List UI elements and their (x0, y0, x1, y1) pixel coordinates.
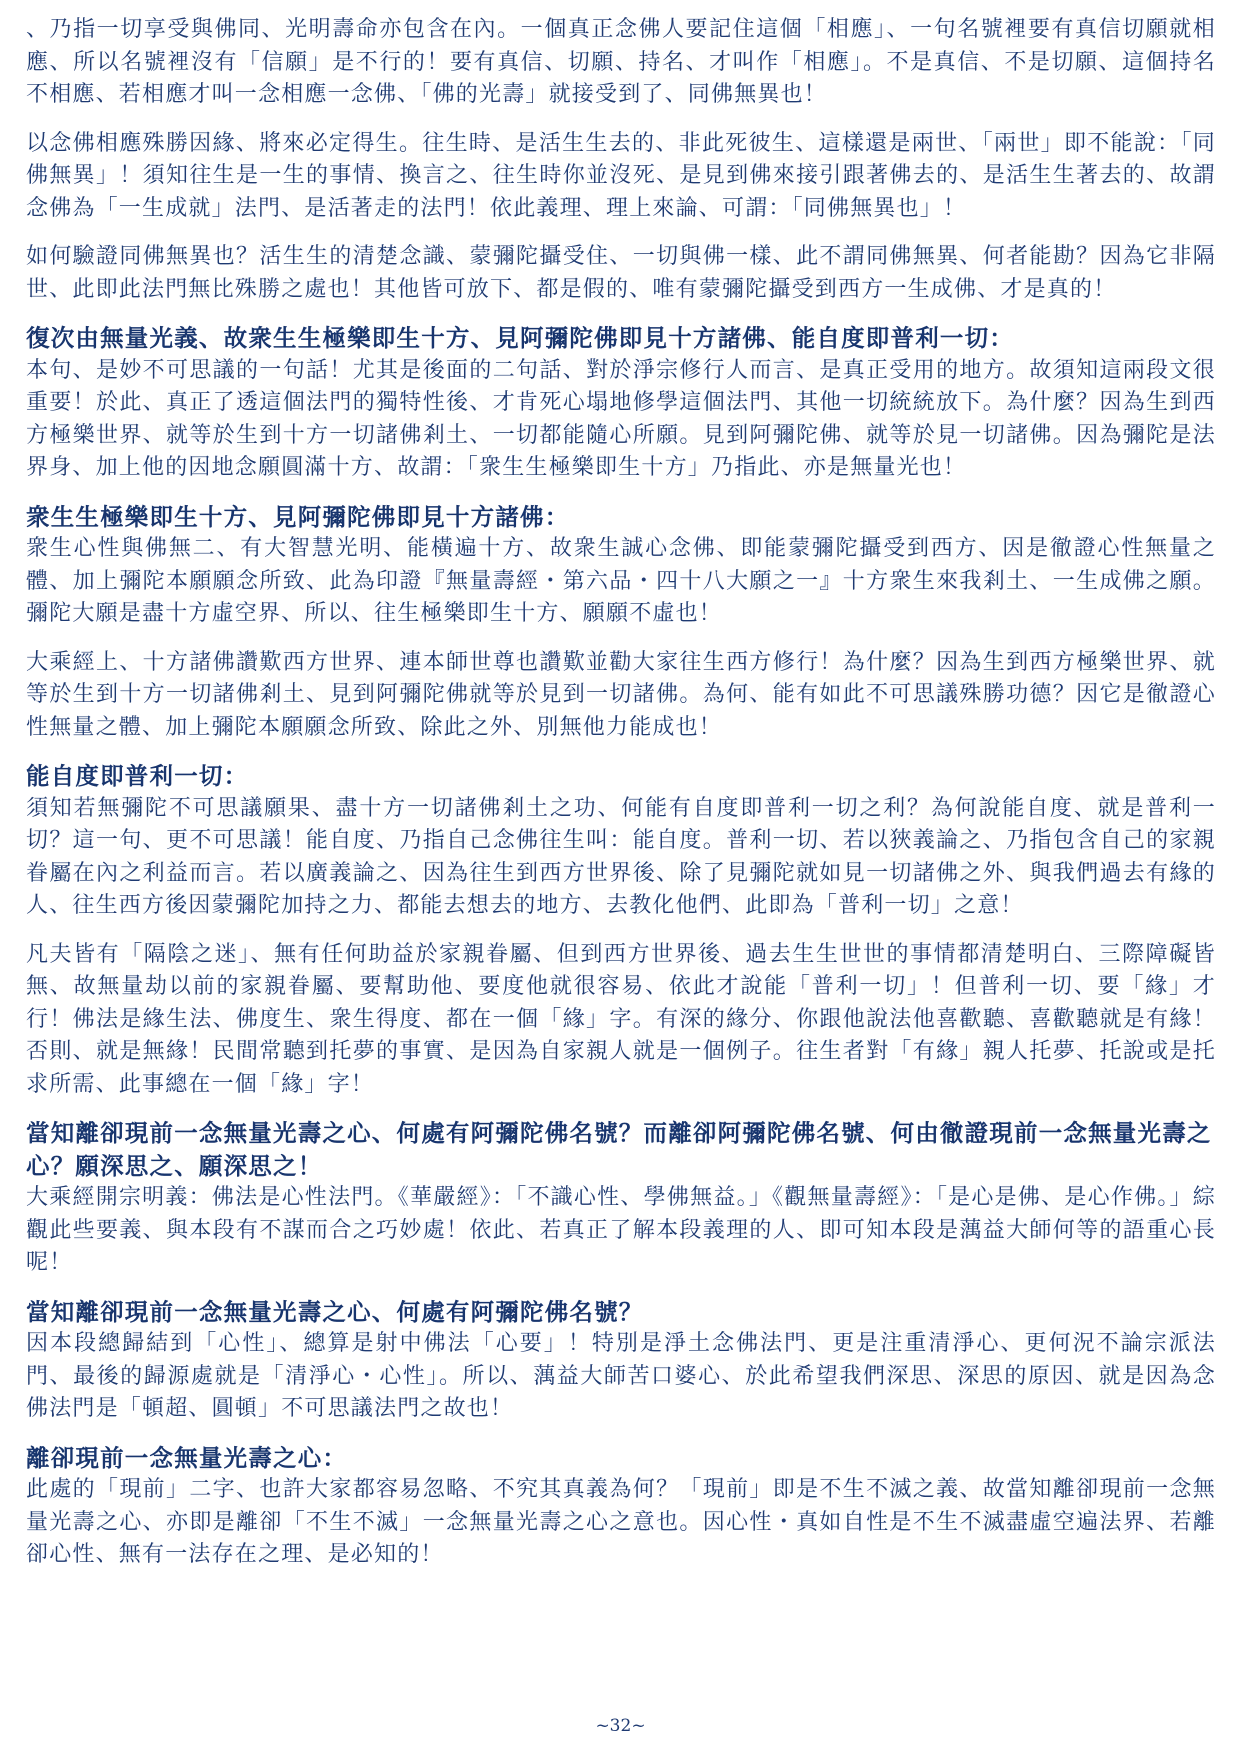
paragraph-11: 此處的「現前」二字、也許大家都容易忽略、不究其真義為何？「現前」即是不生不滅之義、故當知離卻現前一念無量光壽之心、亦即是離卻「不生不滅」一念無量光壽之心之意也。因心性・真如自性是不生不滅盡虛空遍法界、若離卻心性、無有一法存在之理、是必知的！ (26, 1477, 1216, 1567)
paragraph-10: 因本段總歸結到「心性」、總算是射中佛法「心要」！特別是淨土念佛法門、更是注重清淨心、更何況不論宗派法門、最後的歸源處就是「清淨心・心性」。所以、蕅益大師苦口婆心、於此希望我們深思、深思的原因、就是因為念佛法門是「頓超、圓頓」不可思議法門之故也！ (26, 1331, 1216, 1421)
paragraph-3: 如何驗證同佛無異也？活生生的清楚念識、蒙彌陀攝受住、一切與佛一樣、此不謂同佛無異、何者能勘？因為它非隔世、此即此法門無比殊勝之處也！其他皆可放下、都是假的、唯有蒙彌陀攝受到西方一生成佛、才是真的！ (26, 244, 1216, 302)
paragraph-7: 須知若無彌陀不可思議願果、盡十方一切諸佛剎土之功、何能有自度即普利一切之利？為何說能自度、就是普利一切？這一句、更不可思議！能自度、乃指自己念佛往生叫：能自度。普利一切、若以狹義論之、乃指包含自己的家親眷屬在內之利益而言。若以廣義論之、因為往生到西方世界後、除了見彌陀就如見一切諸佛之外、與我們過去有緣的人、往生西方後因蒙彌陀加持之力、都能去想去的地方、去教化他們、此即為「普利一切」之意！ (26, 795, 1216, 918)
section-heading-1: 復次由無量光義、故衆生生極樂即生十方、見阿彌陀佛即見十方諸佛、能自度即普利一切： (26, 324, 1014, 352)
section-heading-2: 衆生生極樂即生十方、見阿彌陀佛即見十方諸佛： (26, 502, 570, 531)
paragraph-6: 大乘經上、十方諸佛讚歎西方世界、連本師世尊也讚歎並勸大家往生西方修行！為什麼？因為生到西方極樂世界、就等於生到十方一切諸佛剎土、見到阿彌陀佛就等於見到一切諸佛。為何、能有如此不可思議殊勝功德？因它是徹證心性無量之體、加上彌陀本願願念所致、除此之外、別無他力能成也！ (26, 649, 1216, 740)
section-heading-5: 當知離卻現前一念無量光壽之心、何處有阿彌陀佛名號？ (26, 1297, 644, 1326)
paragraph-2: 以念佛相應殊勝因緣、將來必定得生。往生時、是活生生去的、非此死彼生、這樣還是兩世、「兩世」即不能說：「同佛無異」！須知往生是一生的事情、換言之、往生時你並沒死、是見到佛來接引跟著佛去的、是活生生著去的、故謂念佛為「一生成就」法門、是活著走的法門！依此義理、理上來論、可謂：「同佛無異也」！ (26, 130, 1216, 221)
paragraph-5: 衆生心性與佛無二、有大智慧光明、能橫遍十方、故衆生誠心念佛、即能蒙彌陀攝受到西方、因是徹證心性無量之體、加上彌陀本願願念所致、此為印證『無量壽經・第六品・四十八大願之一』十方衆生來我剎土、一生成佛之願。彌陀大願是盡十方虛空界、所以、往生極樂即生十方、願願不虛也！ (26, 536, 1216, 626)
page-number: ~32~ (595, 1716, 646, 1736)
paragraph-4: 本句、是妙不可思議的一句話！尤其是後面的二句話、對於淨宗修行人而言、是真正受用的地方。故須知這兩段文很重要！於此、真正了透這個法門的獨特性後、才肯死心塌地修學這個法門、其他一切統統放下。為什麼？因為生到西方極樂世界、就等於生到十方一切諸佛剎土、一切都能隨心所願。見到阿彌陀佛、就等於見一切諸佛。因為彌陀是法界身、加上他的因地念願圓滿十方、故謂：「衆生生極樂即生十方」乃指此、亦是無量光也！ (26, 357, 1216, 480)
section-heading-3: 能自度即普利一切： (26, 762, 249, 790)
paragraph-9: 大乘經開宗明義：佛法是心性法門。《華嚴經》：「不識心性、學佛無益。」《觀無量壽經》：「是心是佛、是心作佛。」綜觀此些要義、與本段有不謀而合之巧妙處！依此、若真正了解本段義理的人、即可知本段是蕅益大師何等的語重心長呢！ (26, 1185, 1216, 1275)
paragraph-8: 凡夫皆有「隔陰之迷」、無有任何助益於家親眷屬、但到西方世界後、過去生生世世的事情都清楚明白、三際障礙皆無、故無量劫以前的家親眷屬、要幫助他、要度他就很容易、依此才說能「普利一切」！但普利一切、要「緣」才行！佛法是緣生法、佛度生、衆生得度、都在一個「緣」字。有深的緣分、你跟他說法他喜歡聽、喜歡聽就是有緣！否則、就是無緣！民間常聽到托夢的事實、是因為自家親人就是一個例子。往生者對「有緣」親人托夢、托說或是托求所需、此事總在一個「緣」字！ (26, 941, 1216, 1097)
section-heading-4: 當知離卻現前一念無量光壽之心、何處有阿彌陀佛名號？而離卻阿彌陀佛名號、何由徹證現前一念無量光壽之心？願深思之、願深思之！ (26, 1119, 1212, 1180)
paragraph-1: 、乃指一切享受與佛同、光明壽命亦包含在內。一個真正念佛人要記住這個「相應」、一句名號裡要有真信切願就相應、所以名號裡沒有「信願」是不行的！要有真信、切願、持名、才叫作「相應」。不是真信、不是切願、這個持名不相應、若相應才叫一念相應一念佛、「佛的光壽」就接受到了、同佛無異也！ (26, 17, 1216, 107)
page-content (26, 14, 1216, 1588)
section-heading-6: 離卻現前一念無量光壽之心： (26, 1443, 348, 1472)
